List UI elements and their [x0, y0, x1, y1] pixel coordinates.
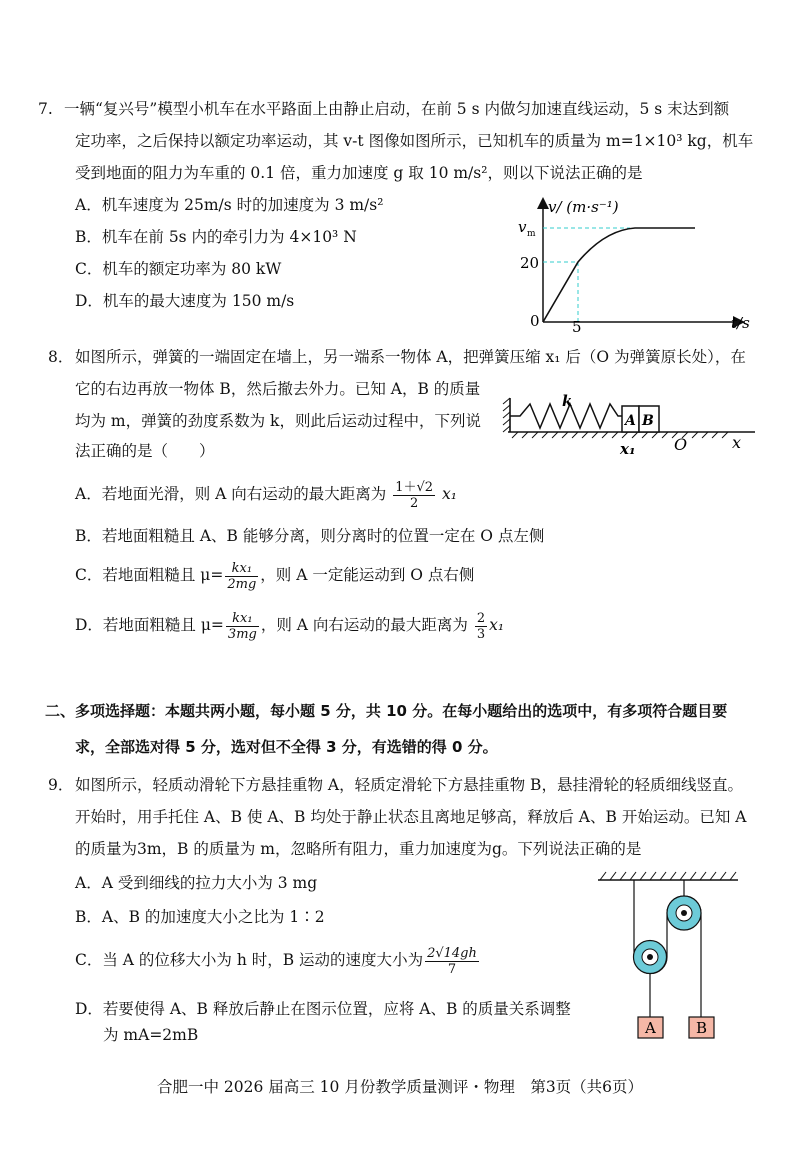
- fraction-numerator: kx₁: [226, 611, 259, 627]
- q8-option-c-prefix: C．若地面粗糙且 μ=: [75, 566, 224, 584]
- weight-a-label: A: [645, 1019, 656, 1037]
- q8-option-b: B．若地面粗糙且 A、B 能够分离，则分离时的位置一定在 O 点左侧: [75, 527, 545, 545]
- q9-option-a: A．A 受到细线的拉力大小为 3 mg: [75, 874, 318, 892]
- section-2-heading-line-1: 二、多项选择题：本题共两小题，每小题 5 分，共 10 分。在每小题给出的选项中，有多项符合题目要: [45, 702, 728, 720]
- q7-number: 7.: [38, 100, 53, 118]
- q8-stem-line-4: 法正确的是（ ）: [75, 442, 215, 460]
- q8-stem-line-2: 它的右边再放一物体 B，然后撤去外力。已知 A，B 的质量: [75, 380, 481, 398]
- page-footer: 合肥一中 2026 届高三 10 月份教学质量测评・物理 第3页（共6页）: [156, 1078, 644, 1096]
- q8-stem-line-1: 如图所示，弹簧的一端固定在墙上，另一端系一物体 A，把弹簧压缩 x₁ 后（O 为弹簧原长处），在: [75, 348, 746, 366]
- q8-option-a-fraction: [393, 480, 435, 511]
- q7-stem-line-2: 定功率，之后保持以额定功率运动，其 v-t 图像如图所示，已知机车的质量为 m=1×10³ kg，机车: [75, 132, 754, 150]
- fraction-numerator: 1＋√2: [395, 479, 434, 495]
- fraction-denominator: 2mg: [227, 576, 257, 592]
- x-axis-label: t/s: [731, 314, 750, 332]
- weight-b-label: B: [696, 1019, 708, 1037]
- block-b-label: B: [642, 413, 654, 429]
- q8-option-c: [75, 556, 474, 594]
- q7-option-c: C．机车的额定功率为 80 kW: [75, 260, 282, 278]
- o-label: O: [674, 435, 688, 454]
- q7-vt-graph: [510, 192, 770, 334]
- spring-k-label: k: [562, 392, 573, 410]
- block-a-label: A: [625, 413, 636, 429]
- fraction-numerator: 2: [476, 610, 486, 626]
- x-label: x: [732, 433, 742, 452]
- q7-option-d: D．机车的最大速度为 150 m/s: [75, 292, 295, 310]
- q8-option-a-prefix: A．若地面光滑，则 A 向右运动的最大距离为: [75, 485, 387, 503]
- q7-option-a: A．机车速度为 25m/s 时的加速度为 3 m/s²: [75, 196, 384, 214]
- q9-number: 9．: [48, 776, 74, 794]
- q9-option-d-line-1: D．若要使得 A、B 释放后静止在图示位置，应将 A、B 的质量关系调整: [75, 1000, 571, 1018]
- y-axis-label: v/ (m·s⁻¹): [548, 198, 619, 216]
- q9-pulley-figure: [592, 866, 742, 1046]
- q8-option-d-mid: ，则 A 向右运动的最大距离为: [260, 616, 468, 634]
- x1-label: x₁: [620, 440, 636, 458]
- origin-label: 0: [530, 312, 540, 330]
- q9-option-b: B．A、B 的加速度大小之比为 1∶2: [75, 908, 325, 926]
- q9-stem-line-3: 的质量为3m，B 的质量为 m，忽略所有阻力，重力加速度为g。下列说法正确的是: [75, 840, 642, 858]
- x-tick-5: 5: [572, 318, 582, 334]
- q8-option-a: [75, 476, 457, 512]
- q9-stem-line-1: 如图所示，轻质动滑轮下方悬挂重物 A，轻质定滑轮下方悬挂重物 B，悬挂滑轮的轻质细线竖直。: [75, 776, 743, 794]
- y-tick-20: 20: [520, 254, 540, 272]
- q8-option-c-suffix: ，则 A 一定能运动到 O 点右侧: [260, 566, 475, 584]
- section-2-heading-line-2: 求，全部选对得 5 分，选对但不全得 3 分，有选错的得 0 分。: [75, 738, 498, 756]
- q9-stem-line-2: 开始时，用手托住 A、B 使 A、B 均处于静止状态且离地足够高，释放后 A、B 开始运动。已知 A: [75, 808, 747, 826]
- vm-subscript: m: [527, 229, 536, 239]
- q8-stem-line-3: 均为 m，弹簧的劲度系数为 k，则此后运动过程中，下列说: [75, 412, 481, 430]
- q9-option-c-fraction: [425, 946, 479, 977]
- q8-spring-figure: [500, 392, 770, 460]
- fraction-numerator: 2√14gh: [427, 945, 477, 961]
- q9-option-c: [75, 940, 481, 980]
- q8-number: 8．: [48, 348, 74, 366]
- q8-option-d: [75, 606, 504, 644]
- q7-option-b: B．机车在前 5s 内的牵引力为 4×10³ N: [75, 228, 357, 246]
- q7-stem-line-3: 受到地面的阻力为车重的 0.1 倍，重力加速度 g 取 10 m/s²，则以下说法正确的是: [75, 164, 643, 182]
- q8-option-a-suffix: x₁: [441, 485, 457, 503]
- q9-option-d-line-2: 为 mA=2mB: [103, 1026, 199, 1044]
- q8-option-c-fraction: [225, 561, 258, 592]
- q8-option-d-prefix: D．若地面粗糙且 μ=: [75, 616, 224, 634]
- q9-option-c-prefix: C．当 A 的位移大小为 h 时，B 运动的速度大小为: [75, 951, 424, 969]
- q8-option-d-fraction-1: [226, 611, 259, 642]
- vt-curve: [543, 228, 695, 322]
- q8-option-d-suffix: x₁: [489, 616, 505, 634]
- fraction-denominator: 2: [409, 495, 419, 511]
- fraction-numerator: kx₁: [225, 561, 258, 577]
- fraction-denominator: 7: [447, 961, 457, 977]
- fraction-denominator: 3mg: [227, 626, 257, 642]
- vm-label: v: [518, 218, 527, 236]
- q7-stem-line-1: 一辆“复兴号”模型小机车在水平路面上由静止启动，在前 5 s 内做匀加速直线运动，5 s 末达到额: [64, 100, 730, 118]
- q8-option-d-fraction-2: [475, 611, 487, 642]
- fraction-denominator: 3: [476, 626, 486, 642]
